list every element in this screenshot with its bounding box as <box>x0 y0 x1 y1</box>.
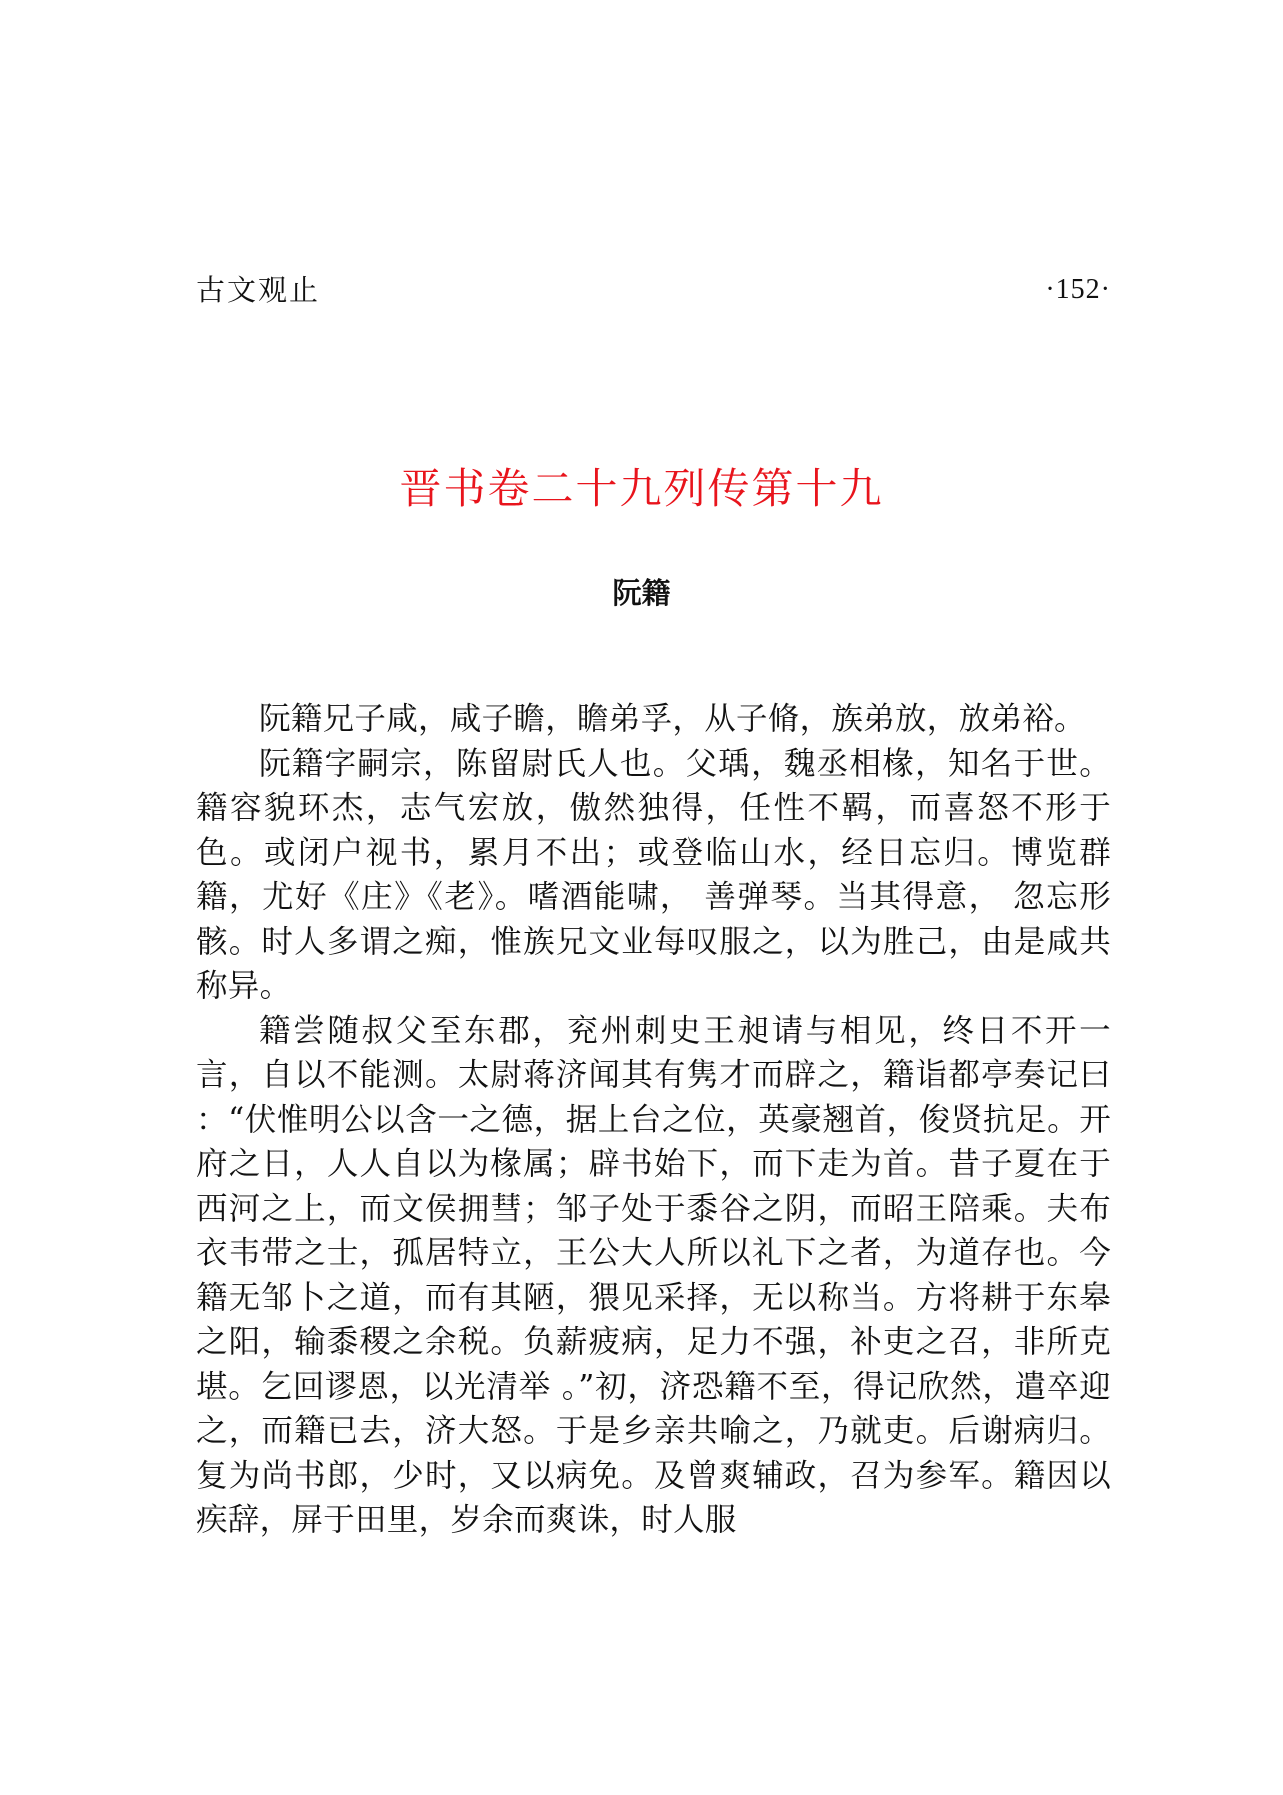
paragraph: 籍尝随叔父至东郡，兖州刺史王昶请与相见，终日不开一言，自以不能测。太尉蒋济闻其有隽才而辟之，籍诣都亭奏记曰 ：“伏惟明公以含一之德，据上台之位，英豪翘首，俊贤抗足。开府之日，人人自以为椽属；辟书始下，而下走为首。昔子夏在于西河之上，而文侯拥彗；邹子处于黍谷之阴，而昭王陪乘。夫布衣韦带之士，孤居特立，王公大人所以礼下之者，为道存也。今籍无邹卜之道，而有其陋，猥见采择，无以称当。方将耕于东皋之阳，输黍稷之余税。负薪疲病，足力不强，补吏之召，非所克堪。乞回谬恩，以光清举 。”初，济恐籍不至，得记欣然，遣卒迎之，而籍已去，济大怒。于是乡亲共喻之，乃就吏。后谢病归。复为尚书郎，少时，又以病免。及曾爽辅政，召为参军。籍因以疾辞，屏于田里，岁余而爽诛，时人服 <box>196 1012 1111 1538</box>
book-title: 古文观止 <box>196 273 321 307</box>
paragraph: 阮籍字嗣宗，陈留尉氏人也。父瑀，魏丞相椽，知名于世。籍容貌环杰，志气宏放，傲然独得，任性不羁，而喜怒不形于色。或闭户视书，累月不出；或登临山水，经日忘归。博览群籍，尤好《庄》《老》。嗜酒能啸， 善弹琴。当其得意， 忽忘形骸。时人多谓之痴，惟族兄文业每叹服之，以为胜己，由是咸共称异。 <box>196 745 1111 1004</box>
paragraph: 阮籍兄子咸，咸子瞻，瞻弟孚，从子脩，族弟放，放弟裕。 <box>259 701 1086 737</box>
section-title: 阮籍 <box>612 576 671 610</box>
chapter-title: 晋书卷二十九列传第十九 <box>399 464 884 513</box>
running-header <box>196 270 1111 310</box>
body-text <box>196 697 1111 1543</box>
page-number: ·152· <box>1045 274 1111 305</box>
